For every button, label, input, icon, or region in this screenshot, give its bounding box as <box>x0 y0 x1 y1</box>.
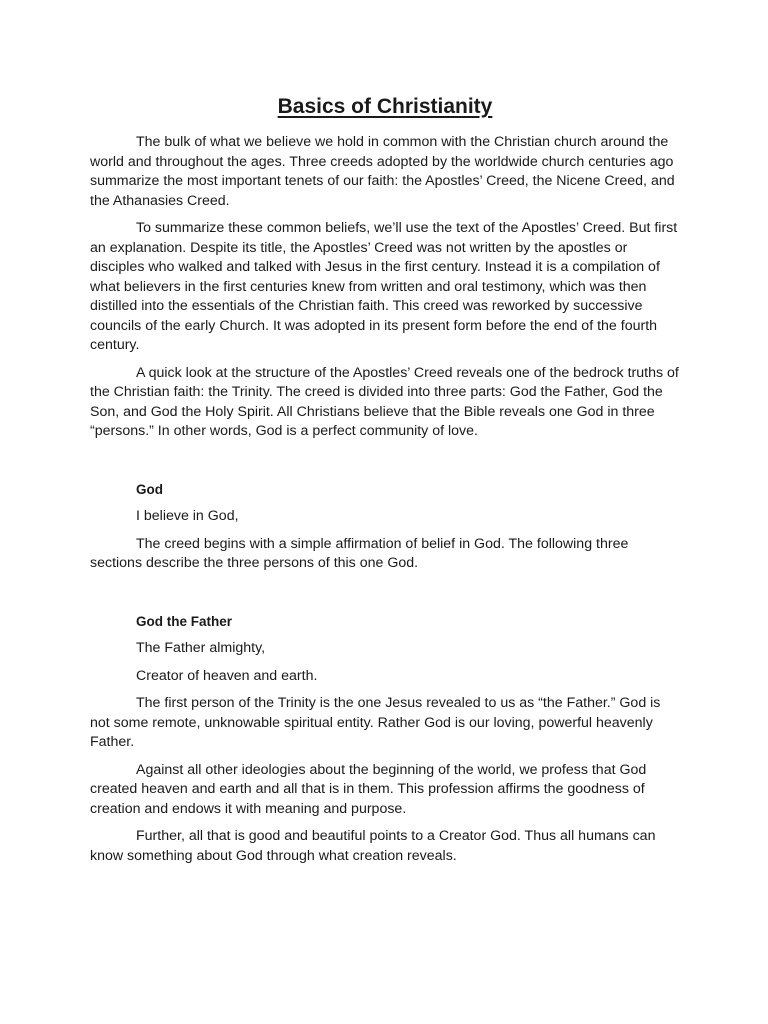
document-body <box>90 93 680 874</box>
section-heading-god: God <box>136 481 163 497</box>
section-paragraph: Further, all that is good and beautiful points to a Creator God. Thus all humans can know something about God through what creation reveals. <box>90 828 656 864</box>
creed-line: The Father almighty, <box>136 640 266 656</box>
section-paragraph: Against all other ideologies about the beginning of the world, we profess that God created heaven and earth and all that is in them. This profession affirms the goodness of creation and endows it with meaning and purpose. <box>90 761 647 817</box>
intro-paragraph: The bulk of what we believe we hold in common with the Christian church around the world and throughout the ages. Three creeds adopted by the worldwide church centuries ago summarize the most important tenets of our faith: the Apostles’ Creed, the Nicene Creed, and the Athanasies Creed. <box>90 134 675 209</box>
intro-paragraph: To summarize these common beliefs, we’ll use the text of the Apostles’ Creed. But first an explanation. Despite its title, the Apostles’ Creed was not written by the apostles or disciples who walked and talked with Jesus in the first century. Instead it is a compilation of what believers in the first centuries knew from written and oral testimony, which was then distilled into the essentials of the Christian faith. This creed was reworked by successive councils of the early Church. It was adopted in its present form before the end of the fourth century. <box>90 220 678 353</box>
document-title: Basics of Christianity <box>277 95 493 118</box>
creed-line: Creator of heaven and earth. <box>136 667 318 684</box>
creed-line: I believe in God, <box>136 508 239 524</box>
intro-paragraph: A quick look at the structure of the Apostles’ Creed reveals one of the bedrock truths of the Christian faith: the Trinity. The creed is divided into three parts: God the Father, God the Son, and God the Holy Spirit. All Christians believe that the Bible reveals one God in three “persons.” In other words, God is a perfect community of love. <box>90 364 679 439</box>
section-paragraph: The first person of the Trinity is the one Jesus revealed to us as “the Father.” God is not some remote, unknowable spiritual entity. Rather God is our loving, powerful heavenly Father. <box>90 695 661 750</box>
section-paragraph: The creed begins with a simple affirmation of belief in God. The following three sections describe the three persons of this one God. <box>90 535 629 571</box>
section-heading-god-the-father: God the Father <box>136 613 233 629</box>
